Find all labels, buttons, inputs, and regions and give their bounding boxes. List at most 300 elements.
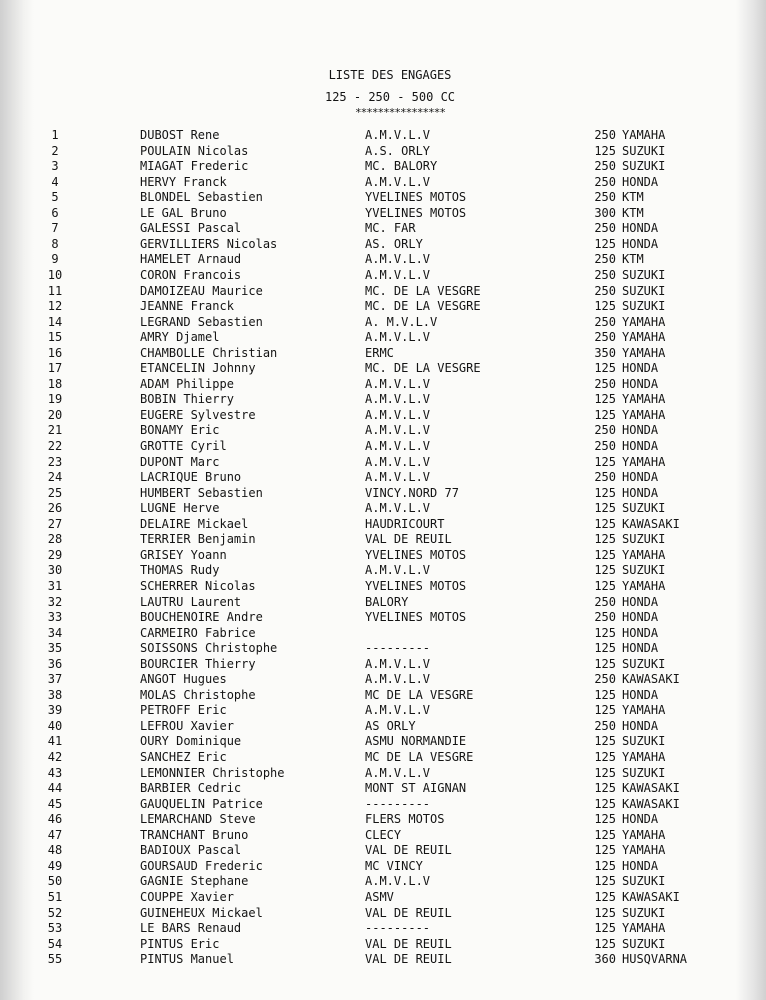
club-name: MC. DE LA VESGRE [365, 283, 481, 298]
club-name: YVELINES MOTOS [365, 610, 467, 625]
engine-cc: 250 [594, 439, 616, 453]
entry-number: 41 [47, 734, 63, 749]
entry-number: 49 [47, 858, 63, 873]
bike-make: YAMAHA [622, 827, 666, 842]
entry-row [0, 873, 766, 889]
rider-name: ETANCELIN Johnny [140, 361, 256, 376]
rider-name: SCHERRER Nicolas [140, 578, 256, 593]
entry-number: 54 [47, 936, 63, 951]
engine-cc: 125 [594, 921, 616, 936]
club-name: MONT ST AIGNAN [365, 781, 467, 796]
rider-name: HERVY Franck [140, 174, 227, 189]
club-name: A.M.V.L.V [365, 128, 431, 142]
rider-name: GRISEY Yoann [140, 547, 227, 562]
bike-make: HONDA [622, 687, 659, 702]
bike-make: HONDA [622, 470, 659, 485]
club-name: MC. FAR [365, 221, 416, 236]
club-name: CLECY [365, 827, 402, 842]
entry-row [0, 469, 766, 485]
club-name: A. M.V.L.V [365, 314, 438, 329]
entry-row [0, 454, 766, 470]
engine-cc: 250 [594, 190, 616, 205]
entry-number: 42 [47, 750, 63, 764]
club-name: --------- [365, 921, 431, 936]
bike-make: SUZUKI [622, 874, 666, 889]
bike-make: HONDA [622, 221, 659, 236]
bike-make: SUZUKI [622, 563, 666, 578]
engine-cc: 125 [594, 392, 616, 407]
entry-number: 10 [47, 267, 63, 282]
rider-name: SOISSONS Christophe [140, 641, 278, 656]
entry-number: 51 [47, 889, 63, 904]
entry-row [0, 796, 766, 812]
rider-name: EUGERE Sylvestre [140, 407, 256, 422]
rider-name: BOURCIER Thierry [140, 656, 256, 671]
club-name: MC DE LA VESGRE [365, 750, 474, 764]
entry-row [0, 376, 766, 392]
engine-cc: 125 [594, 812, 616, 827]
entry-row [0, 251, 766, 267]
entry-number: 8 [51, 236, 59, 251]
engine-cc: 250 [594, 221, 616, 236]
entry-number: 16 [47, 345, 63, 360]
title-underline: **************** [355, 106, 445, 119]
entry-row [0, 920, 766, 936]
entry-row [0, 500, 766, 516]
entry-number: 50 [47, 874, 63, 889]
bike-make: HONDA [622, 625, 659, 640]
engine-cc: 125 [594, 563, 616, 578]
engine-cc: 250 [594, 314, 616, 329]
engine-cc: 250 [594, 252, 616, 267]
entry-row [0, 205, 766, 221]
engine-cc: 125 [594, 299, 616, 314]
club-name: A.M.V.L.V [365, 501, 431, 516]
club-name: A.M.V.L.V [365, 765, 431, 780]
club-name: HAUDRICOURT [365, 516, 445, 531]
rider-name: AMRY Djamel [140, 330, 220, 345]
entry-number: 47 [47, 827, 63, 842]
entry-number: 35 [47, 641, 63, 656]
bike-make: HONDA [622, 174, 659, 189]
engine-cc: 125 [594, 687, 616, 702]
bike-make: KAWASAKI [622, 516, 680, 531]
club-name: A.M.V.L.V [365, 703, 431, 718]
entry-number: 43 [47, 765, 63, 780]
club-name: MC. BALORY [365, 159, 438, 174]
entry-row [0, 594, 766, 610]
entry-row [0, 889, 766, 905]
bike-make: SUZUKI [622, 656, 666, 671]
engine-cc: 250 [594, 174, 616, 189]
entry-row [0, 174, 766, 190]
engine-cc: 125 [594, 236, 616, 251]
bike-make: HONDA [622, 439, 659, 453]
entry-number: 12 [47, 299, 63, 314]
engine-cc: 125 [594, 796, 616, 811]
bike-make: HONDA [622, 858, 659, 873]
engine-cc: 125 [594, 703, 616, 718]
engine-cc: 125 [594, 656, 616, 671]
club-name: VAL DE REUIL [365, 532, 452, 547]
club-name: MC. DE LA VESGRE [365, 299, 481, 314]
bike-make: SUZUKI [622, 936, 666, 951]
entry-row [0, 609, 766, 625]
entry-row [0, 733, 766, 749]
rider-name: DAMOIZEAU Maurice [140, 283, 263, 298]
entry-row [0, 407, 766, 423]
engine-cc: 125 [594, 765, 616, 780]
club-name: ERMC [365, 345, 394, 360]
club-name: A.M.V.L.V [365, 874, 431, 889]
entry-row [0, 671, 766, 687]
club-name: A.M.V.L.V [365, 252, 431, 267]
entry-number: 44 [47, 781, 63, 796]
bike-make: KAWASAKI [622, 672, 680, 687]
rider-name: BOUCHENOIRE Andre [140, 610, 263, 625]
engine-cc: 125 [594, 578, 616, 593]
club-name: ASMU NORMANDIE [365, 734, 467, 749]
bike-make: HONDA [622, 610, 659, 625]
engine-cc: 125 [594, 936, 616, 951]
rider-name: LUGNE Herve [140, 501, 220, 516]
entry-number: 17 [47, 361, 63, 376]
entry-row [0, 656, 766, 672]
club-name: A.M.V.L.V [365, 267, 431, 282]
club-name: A.M.V.L.V [365, 672, 431, 687]
rider-name: LAUTRU Laurent [140, 594, 242, 609]
rider-name: LE BARS Renaud [140, 921, 242, 936]
club-name: VAL DE REUIL [365, 843, 452, 858]
entry-number: 18 [47, 376, 63, 391]
bike-make: SUZUKI [622, 734, 666, 749]
entry-number: 32 [47, 594, 63, 609]
entry-number: 29 [47, 547, 63, 562]
entry-row [0, 640, 766, 656]
entry-number: 39 [47, 703, 63, 718]
rider-name: TRANCHANT Bruno [140, 827, 249, 842]
club-name: MC DE LA VESGRE [365, 687, 474, 702]
engine-cc: 125 [594, 641, 616, 656]
rider-name: JEANNE Franck [140, 299, 234, 314]
bike-make: SUZUKI [622, 267, 666, 282]
entry-number: 2 [51, 143, 59, 158]
bike-make: YAMAHA [622, 547, 666, 562]
entry-row [0, 578, 766, 594]
entry-number: 14 [47, 314, 63, 329]
club-name: YVELINES MOTOS [365, 190, 467, 205]
rider-name: LEFROU Xavier [140, 718, 234, 733]
rider-name: CARMEIRO Fabrice [140, 625, 256, 640]
bike-make: YAMAHA [622, 703, 666, 718]
engine-cc: 250 [594, 128, 616, 142]
entry-row [0, 905, 766, 921]
club-name: VINCY.NORD 77 [365, 485, 459, 500]
rider-name: GAUQUELIN Patrice [140, 796, 263, 811]
entry-row [0, 749, 766, 765]
bike-make: KTM [622, 205, 644, 220]
bike-make: SUZUKI [622, 299, 666, 314]
rider-name: BONAMY Eric [140, 423, 220, 438]
rider-name: LE GAL Bruno [140, 205, 227, 220]
engine-cc: 250 [594, 330, 616, 345]
bike-make: SUZUKI [622, 532, 666, 547]
rider-name: MIAGAT Frederic [140, 159, 249, 174]
rider-name: POULAIN Nicolas [140, 143, 249, 158]
bike-make: YAMAHA [622, 843, 666, 858]
rider-name: OURY Dominique [140, 734, 242, 749]
entry-number: 1 [51, 128, 59, 142]
engine-cc: 250 [594, 423, 616, 438]
bike-make: YAMAHA [622, 392, 666, 407]
rider-name: LACRIQUE Bruno [140, 470, 242, 485]
entry-row [0, 391, 766, 407]
bike-make: YAMAHA [622, 330, 666, 345]
entry-number: 31 [47, 578, 63, 593]
entry-row [0, 236, 766, 252]
rider-name: SANCHEZ Eric [140, 750, 227, 764]
engine-cc: 250 [594, 283, 616, 298]
bike-make: KAWASAKI [622, 781, 680, 796]
rider-name: GALESSI Pascal [140, 221, 242, 236]
bike-make: SUZUKI [622, 143, 666, 158]
bike-make: YAMAHA [622, 314, 666, 329]
rider-name: GOURSAUD Frederic [140, 858, 263, 873]
rider-name: PETROFF Eric [140, 703, 227, 718]
entry-number: 52 [47, 905, 63, 920]
entry-row [0, 438, 766, 454]
entry-row [0, 127, 766, 143]
entry-number: 19 [47, 392, 63, 407]
engine-cc: 250 [594, 470, 616, 485]
club-name: A.M.V.L.V [365, 454, 431, 469]
entry-number: 6 [51, 205, 59, 220]
bike-make: HONDA [622, 236, 659, 251]
list-title: LISTE DES ENGAGES [328, 68, 452, 82]
entry-row [0, 422, 766, 438]
engine-cc: 250 [594, 718, 616, 733]
entry-row [0, 345, 766, 361]
entry-row [0, 516, 766, 532]
bike-make: HONDA [622, 485, 659, 500]
entry-number: 9 [51, 252, 59, 267]
club-name: MC. DE LA VESGRE [365, 361, 481, 376]
bike-make: HONDA [622, 641, 659, 656]
engine-cc: 125 [594, 547, 616, 562]
club-name: YVELINES MOTOS [365, 578, 467, 593]
entry-number: 25 [47, 485, 63, 500]
bike-make: HONDA [622, 361, 659, 376]
rider-name: PINTUS Manuel [140, 952, 234, 967]
entry-number: 20 [47, 407, 63, 422]
bike-make: SUZUKI [622, 159, 666, 174]
engine-cc: 125 [594, 734, 616, 749]
engine-classes: 125 - 250 - 500 CC [324, 90, 456, 104]
club-name: A.M.V.L.V [365, 439, 431, 453]
bike-make: KTM [622, 190, 644, 205]
club-name: A.M.V.L.V [365, 330, 431, 345]
club-name: --------- [365, 796, 431, 811]
entry-number: 55 [47, 952, 63, 967]
engine-cc: 125 [594, 625, 616, 640]
club-name: MC VINCY [365, 858, 423, 873]
club-name: A.M.V.L.V [365, 376, 431, 391]
entry-row [0, 827, 766, 843]
entry-row [0, 842, 766, 858]
bike-make: HUSQVARNA [622, 952, 688, 967]
entry-row [0, 547, 766, 563]
entry-number: 27 [47, 516, 63, 531]
entry-number: 38 [47, 687, 63, 702]
entry-number: 5 [51, 190, 59, 205]
club-name: YVELINES MOTOS [365, 547, 467, 562]
bike-make: KTM [622, 252, 644, 267]
rider-name: HAMELET Arnaud [140, 252, 242, 267]
rider-name: CORON Francois [140, 267, 242, 282]
bike-make: HONDA [622, 812, 659, 827]
entry-number: 28 [47, 532, 63, 547]
bike-make: YAMAHA [622, 578, 666, 593]
engine-cc: 125 [594, 781, 616, 796]
entry-number: 3 [51, 159, 59, 174]
engine-cc: 125 [594, 485, 616, 500]
bike-make: YAMAHA [622, 128, 666, 142]
entry-row [0, 360, 766, 376]
club-name: BALORY [365, 594, 409, 609]
club-name: VAL DE REUIL [365, 936, 452, 951]
entry-number: 7 [51, 221, 59, 236]
club-name: FLERS MOTOS [365, 812, 445, 827]
entry-row [0, 858, 766, 874]
entry-row [0, 625, 766, 641]
club-name: A.M.V.L.V [365, 423, 431, 438]
bike-make: HONDA [622, 376, 659, 391]
engine-cc: 360 [594, 952, 616, 967]
rider-name: DUBOST Rene [140, 128, 220, 142]
entry-row [0, 485, 766, 501]
entry-row [0, 562, 766, 578]
bike-make: SUZUKI [622, 905, 666, 920]
engine-cc: 300 [594, 205, 616, 220]
entry-row [0, 329, 766, 345]
rider-name: MOLAS Christophe [140, 687, 256, 702]
bike-make: KAWASAKI [622, 796, 680, 811]
bike-make: YAMAHA [622, 921, 666, 936]
club-name: A.M.V.L.V [365, 407, 431, 422]
entry-row [0, 687, 766, 703]
entry-row [0, 811, 766, 827]
entry-row [0, 936, 766, 952]
engine-cc: 125 [594, 532, 616, 547]
entry-number: 30 [47, 563, 63, 578]
entry-number: 22 [47, 439, 63, 453]
engine-cc: 250 [594, 376, 616, 391]
club-name: VAL DE REUIL [365, 905, 452, 920]
club-name: A.M.V.L.V [365, 392, 431, 407]
rider-name: GUINEHEUX Mickael [140, 905, 263, 920]
engine-cc: 125 [594, 516, 616, 531]
entry-row [0, 158, 766, 174]
rider-name: BOBIN Thierry [140, 392, 234, 407]
entry-number: 45 [47, 796, 63, 811]
entry-row [0, 314, 766, 330]
engine-cc: 125 [594, 827, 616, 842]
rider-name: BADIOUX Pascal [140, 843, 242, 858]
bike-make: SUZUKI [622, 283, 666, 298]
rider-name: BARBIER Cedric [140, 781, 242, 796]
rider-name: HUMBERT Sebastien [140, 485, 263, 500]
rider-name: LEMARCHAND Steve [140, 812, 256, 827]
entry-row [0, 220, 766, 236]
entry-number: 33 [47, 610, 63, 625]
entry-number: 48 [47, 843, 63, 858]
engine-cc: 125 [594, 501, 616, 516]
entry-number: 26 [47, 501, 63, 516]
club-name: A.M.V.L.V [365, 174, 431, 189]
entry-row [0, 718, 766, 734]
rider-name: LEMONNIER Christophe [140, 765, 285, 780]
engine-cc: 250 [594, 159, 616, 174]
entry-number: 24 [47, 470, 63, 485]
entry-number: 53 [47, 921, 63, 936]
bike-make: YAMAHA [622, 407, 666, 422]
engine-cc: 125 [594, 361, 616, 376]
engine-cc: 125 [594, 874, 616, 889]
rider-name: DELAIRE Mickael [140, 516, 249, 531]
entry-number: 40 [47, 718, 63, 733]
entry-number: 46 [47, 812, 63, 827]
rider-name: BLONDEL Sebastien [140, 190, 263, 205]
bike-make: YAMAHA [622, 345, 666, 360]
bike-make: HONDA [622, 423, 659, 438]
engine-cc: 350 [594, 345, 616, 360]
club-name: A.M.V.L.V [365, 563, 431, 578]
bike-make: YAMAHA [622, 750, 666, 764]
bike-make: HONDA [622, 718, 659, 733]
entry-number: 36 [47, 656, 63, 671]
club-name: VAL DE REUIL [365, 952, 452, 967]
club-name: A.M.V.L.V [365, 470, 431, 485]
engine-cc: 125 [594, 407, 616, 422]
entry-row [0, 283, 766, 299]
rider-name: PINTUS Eric [140, 936, 220, 951]
entry-number: 4 [51, 174, 59, 189]
rider-name: ADAM Philippe [140, 376, 234, 391]
bike-make: YAMAHA [622, 454, 666, 469]
bike-make: SUZUKI [622, 501, 666, 516]
engine-cc: 125 [594, 143, 616, 158]
entry-row [0, 702, 766, 718]
engine-cc: 125 [594, 889, 616, 904]
bike-make: KAWASAKI [622, 889, 680, 904]
entry-row [0, 298, 766, 314]
entry-row [0, 267, 766, 283]
club-name: ASMV [365, 889, 394, 904]
engine-cc: 125 [594, 858, 616, 873]
club-name: YVELINES MOTOS [365, 205, 467, 220]
rider-name: GROTTE Cyril [140, 439, 227, 453]
bike-make: HONDA [622, 594, 659, 609]
entry-number: 34 [47, 625, 63, 640]
entry-number: 23 [47, 454, 63, 469]
rider-name: ANGOT Hugues [140, 672, 227, 687]
engine-cc: 125 [594, 750, 616, 764]
engine-cc: 125 [594, 454, 616, 469]
engine-cc: 250 [594, 594, 616, 609]
rider-name: COUPPE Xavier [140, 889, 234, 904]
rider-name: CHAMBOLLE Christian [140, 345, 278, 360]
engine-cc: 125 [594, 905, 616, 920]
